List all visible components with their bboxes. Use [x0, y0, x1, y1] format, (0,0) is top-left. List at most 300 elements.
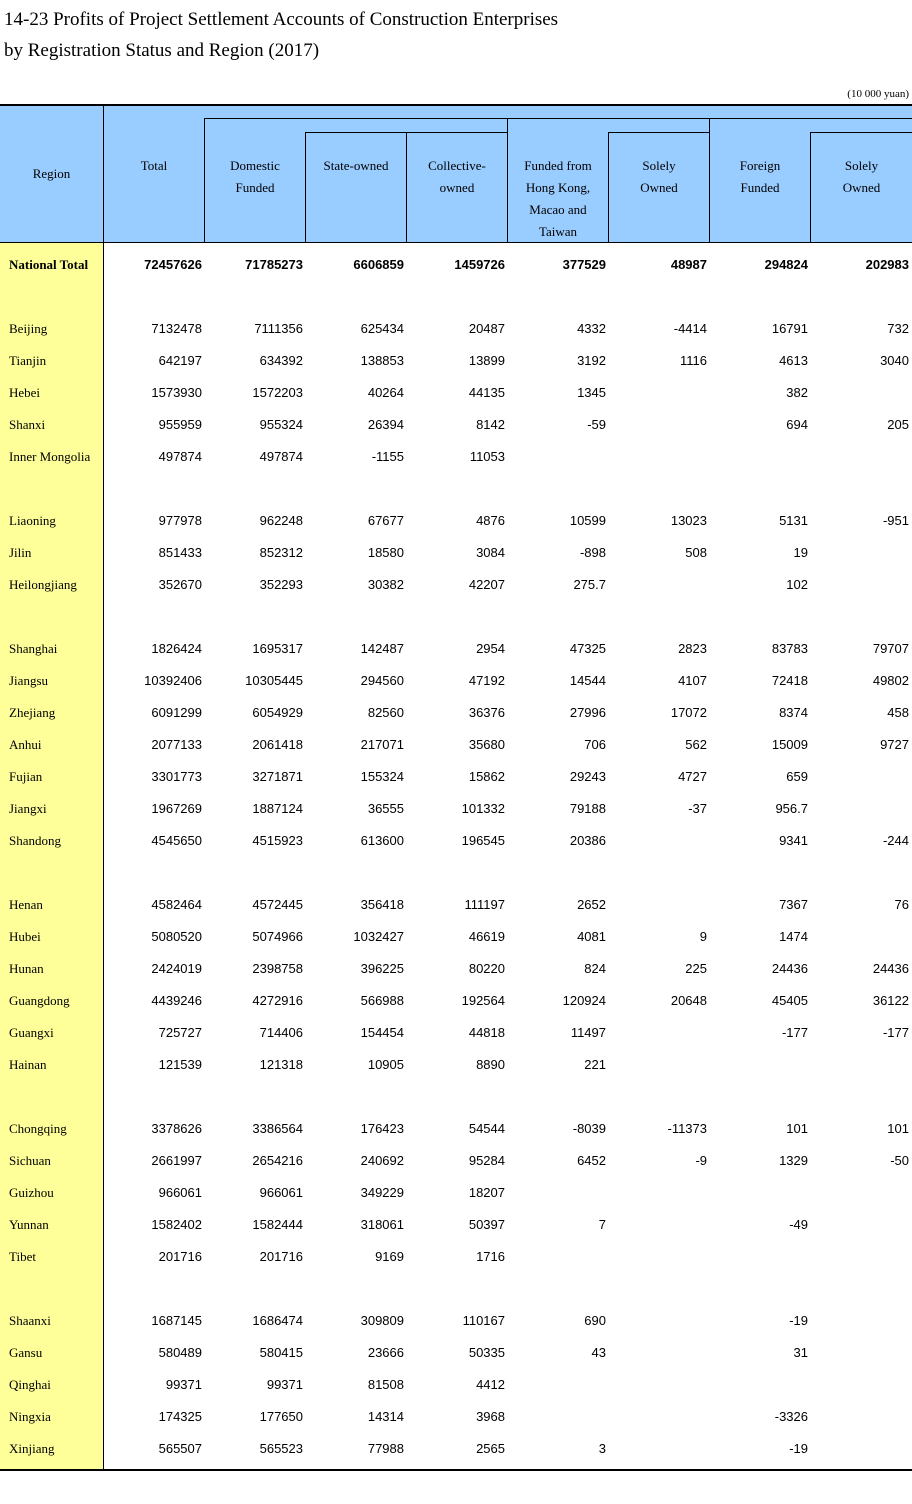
cell-value: 4332	[577, 321, 606, 336]
region-name: Hebei	[9, 385, 41, 400]
unit-label: (10 000 yuan)	[847, 88, 909, 100]
col-header-hmt-solely	[609, 155, 709, 199]
cell-value: 13023	[670, 513, 707, 528]
region-name: Yunnan	[9, 1217, 49, 1232]
cell-value: 72418	[771, 673, 808, 688]
cell-value: 30382	[367, 577, 404, 592]
col-header-domestic	[205, 155, 305, 199]
cell-value: 2077133	[151, 737, 202, 752]
cell-value: 1686474	[252, 1313, 303, 1328]
table-row	[0, 793, 912, 825]
cell-value: 309809	[360, 1313, 404, 1328]
cell-value: 4582464	[151, 897, 202, 912]
cell-value: 101	[887, 1121, 909, 1136]
region-name: Heilongjiang	[9, 577, 77, 592]
cell-value: 111197	[464, 897, 505, 912]
cell-value: 202983	[865, 257, 909, 272]
table-row	[0, 761, 912, 793]
cell-value: 71785273	[245, 257, 303, 272]
region-name: Guangdong	[9, 993, 70, 1008]
cell-value: -177	[781, 1025, 808, 1040]
region-name: Guizhou	[9, 1185, 54, 1200]
cell-value: 1572203	[252, 385, 303, 400]
cell-value: 706	[584, 737, 606, 752]
cell-value: 4572445	[252, 897, 303, 912]
cell-value: 9	[699, 929, 707, 944]
cell-value: 8890	[476, 1057, 505, 1072]
cell-value: 497874	[158, 449, 202, 464]
region-name: Sichuan	[9, 1153, 51, 1168]
cell-value: 580415	[259, 1345, 303, 1360]
cell-value: 580489	[158, 1345, 202, 1360]
cell-value: -49	[789, 1217, 808, 1232]
cell-value: 40264	[367, 385, 404, 400]
cell-value: 352670	[158, 577, 202, 592]
region-name: Anhui	[9, 737, 42, 752]
cell-value: 13899	[468, 353, 505, 368]
cell-value: 2424019	[151, 961, 202, 976]
cell-value: -50	[890, 1153, 909, 1168]
cell-value: 3084	[476, 545, 505, 560]
cell-value: 6452	[577, 1153, 606, 1168]
cell-value: 356418	[360, 897, 404, 912]
cell-value: 24436	[771, 961, 808, 976]
cell-value: 7111356	[254, 321, 303, 336]
cell-value: 352293	[259, 577, 303, 592]
table-row	[0, 345, 912, 377]
table-row	[0, 953, 912, 985]
cell-value: 83783	[771, 641, 808, 656]
cell-value: 1695317	[252, 641, 303, 656]
cell-value: 1459726	[454, 257, 505, 272]
table-row	[0, 569, 912, 601]
cell-value: -19	[789, 1441, 808, 1456]
cell-value: 67677	[367, 513, 404, 528]
cell-value: 4439246	[151, 993, 202, 1008]
cell-value: -951	[882, 513, 909, 528]
cell-value: 121318	[259, 1057, 303, 1072]
cell-value: 2654216	[252, 1153, 303, 1168]
cell-value: 4545650	[151, 833, 202, 848]
cell-value: 201716	[259, 1249, 303, 1264]
cell-value: 217071	[360, 737, 404, 752]
col-header-line: Foreign	[739, 158, 781, 173]
cell-value: 50335	[468, 1345, 505, 1360]
region-name: Chongqing	[9, 1121, 67, 1136]
col-header-line: Solely	[844, 158, 879, 173]
cell-value: 565523	[259, 1441, 303, 1456]
cell-value: 659	[786, 769, 808, 784]
cell-value: 45405	[771, 993, 808, 1008]
cell-value: 49802	[872, 673, 909, 688]
col-header-region: Region	[32, 166, 71, 181]
cell-value: 694	[786, 417, 808, 432]
cell-value: 5080520	[151, 929, 202, 944]
cell-value: 47192	[468, 673, 505, 688]
cell-value: 99371	[266, 1377, 303, 1392]
cell-value: 82560	[367, 705, 404, 720]
region-name: Hunan	[9, 961, 44, 976]
region-name: Ningxia	[9, 1409, 51, 1424]
cell-value: 5131	[779, 513, 808, 528]
cell-value: 24436	[872, 961, 909, 976]
cell-value: 3378626	[151, 1121, 202, 1136]
cell-value: 44818	[468, 1025, 505, 1040]
cell-value: 1826424	[151, 641, 202, 656]
cell-value: 2954	[476, 641, 505, 656]
region-name: National Total	[9, 257, 89, 272]
cell-value: 76	[894, 897, 909, 912]
cell-value: 3968	[476, 1409, 505, 1424]
cell-value: 4107	[678, 673, 707, 688]
cell-value: 4515923	[252, 833, 303, 848]
table-row	[0, 1241, 912, 1273]
cell-value: 36122	[872, 993, 909, 1008]
cell-value: 54544	[468, 1121, 505, 1136]
cell-value: 27996	[569, 705, 606, 720]
cell-value: 613600	[360, 833, 404, 848]
region-name: Jiangxi	[9, 801, 47, 816]
cell-value: 732	[887, 321, 909, 336]
cell-value: 2823	[678, 641, 707, 656]
cell-value: 3040	[880, 353, 909, 368]
cell-value: 18207	[468, 1185, 505, 1200]
col-header-line: Collective-	[428, 158, 486, 173]
cell-value: 1716	[476, 1249, 505, 1264]
cell-value: 142487	[360, 641, 404, 656]
cell-value: 177650	[259, 1409, 303, 1424]
cell-value: -59	[587, 417, 606, 432]
cell-value: 44135	[468, 385, 505, 400]
table-row	[0, 313, 912, 345]
cell-value: 20487	[468, 321, 505, 336]
table-row	[0, 1049, 912, 1081]
cell-value: 23666	[367, 1345, 404, 1360]
cell-value: 8374	[779, 705, 808, 720]
cell-value: 138853	[360, 353, 404, 368]
cell-value: 275.7	[573, 577, 606, 592]
col-header-line: Macao and	[529, 202, 587, 217]
region-name: Liaoning	[9, 513, 56, 528]
region-name: Beijing	[9, 321, 48, 336]
cell-value: 102	[786, 577, 808, 592]
cell-value: 155324	[360, 769, 404, 784]
cell-value: 508	[685, 545, 707, 560]
cell-value: 1329	[779, 1153, 808, 1168]
col-header-line: Owned	[640, 180, 678, 195]
cell-value: 634392	[259, 353, 303, 368]
cell-value: 192564	[461, 993, 505, 1008]
cell-value: 8142	[476, 417, 505, 432]
table-row	[0, 441, 912, 473]
table-row	[0, 921, 912, 953]
col-header-line: owned	[439, 180, 475, 195]
cell-value: 824	[584, 961, 606, 976]
group-rule-hmt	[608, 132, 709, 133]
cell-value: 26394	[367, 417, 404, 432]
cell-value: 349229	[360, 1185, 404, 1200]
cell-value: 1967269	[151, 801, 202, 816]
cell-value: 196545	[461, 833, 505, 848]
cell-value: 2652	[577, 897, 606, 912]
title-line-1: 14-23 Profits of Project Settlement Accounts of Construction Enterprises	[4, 9, 559, 30]
cell-value: 851433	[158, 545, 202, 560]
cell-value: 1582444	[252, 1217, 303, 1232]
cell-value: -244	[882, 833, 909, 848]
cell-value: 4613	[779, 353, 808, 368]
cell-value: 10599	[569, 513, 606, 528]
cell-value: 19	[793, 545, 808, 560]
col-header-line: Owned	[842, 180, 881, 195]
cell-value: 4727	[678, 769, 707, 784]
cell-value: 3301773	[151, 769, 202, 784]
col-header-line: Domestic	[230, 158, 280, 173]
cell-value: 977978	[158, 513, 202, 528]
cell-value: 6054929	[252, 705, 303, 720]
cell-value: 2061418	[252, 737, 303, 752]
cell-value: -19	[789, 1313, 808, 1328]
table-title	[4, 4, 558, 66]
cell-value: -898	[579, 545, 606, 560]
cell-value: 9727	[880, 737, 909, 752]
cell-value: 43	[591, 1345, 606, 1360]
group-rule-foreign	[810, 132, 912, 133]
table-row	[0, 377, 912, 409]
region-name: Xinjiang	[9, 1441, 55, 1456]
cell-value: 962248	[259, 513, 303, 528]
cell-value: 1582402	[151, 1217, 202, 1232]
cell-value: 1573930	[151, 385, 202, 400]
cell-value: 725727	[158, 1025, 202, 1040]
table-row	[0, 1209, 912, 1241]
region-name: Jiangsu	[9, 673, 48, 688]
col-header-foreign-solely	[811, 155, 912, 199]
cell-value: -11373	[667, 1121, 707, 1136]
cell-value: 9341	[779, 833, 808, 848]
region-name: Hubei	[9, 929, 41, 944]
cell-value: 121539	[158, 1057, 202, 1072]
cell-value: 565507	[158, 1441, 202, 1456]
table-row	[0, 1433, 912, 1465]
cell-value: -177	[882, 1025, 909, 1040]
col-header-line: Funded from	[524, 158, 592, 173]
cell-value: 377529	[562, 257, 606, 272]
region-name: Hainan	[9, 1057, 47, 1072]
table-row	[0, 409, 912, 441]
cell-value: 4876	[476, 513, 505, 528]
region-name: Jilin	[9, 545, 32, 560]
cell-value: 6606859	[353, 257, 404, 272]
cell-value: 9169	[375, 1249, 404, 1264]
table-header	[0, 106, 912, 243]
bottom-rule	[0, 1469, 912, 1471]
cell-value: 1687145	[151, 1313, 202, 1328]
cell-value: 18580	[367, 545, 404, 560]
cell-value: -9	[695, 1153, 707, 1168]
cell-value: 396225	[360, 961, 404, 976]
cell-value: 101	[786, 1121, 808, 1136]
region-name: Tianjin	[9, 353, 47, 368]
table-row	[0, 1369, 912, 1401]
col-header-total: Total	[140, 158, 168, 173]
cell-value: 79188	[569, 801, 606, 816]
cell-value: 20648	[670, 993, 707, 1008]
cell-value: 81508	[367, 1377, 404, 1392]
cell-value: 566988	[360, 993, 404, 1008]
table-row	[0, 537, 912, 569]
region-name: Henan	[9, 897, 43, 912]
region-name: Qinghai	[9, 1377, 51, 1392]
cell-value: -8039	[572, 1121, 606, 1136]
cell-value: 294824	[764, 257, 808, 272]
cell-value: 174325	[158, 1409, 202, 1424]
cell-value: 497874	[259, 449, 303, 464]
col-header-line: Hong Kong,	[525, 180, 591, 195]
cell-value: 7	[598, 1217, 606, 1232]
cell-value: 31	[793, 1345, 808, 1360]
table-row	[0, 889, 912, 921]
cell-value: 29243	[569, 769, 606, 784]
cell-value: 4412	[476, 1377, 505, 1392]
cell-value: 221	[584, 1057, 606, 1072]
cell-value: 77988	[367, 1441, 404, 1456]
cell-value: 11497	[570, 1025, 606, 1040]
cell-value: 955324	[259, 417, 303, 432]
col-header-line: Taiwan	[538, 224, 578, 239]
cell-value: 966061	[158, 1185, 202, 1200]
col-header-collective	[407, 155, 507, 199]
cell-value: 16791	[771, 321, 808, 336]
cell-value: 382	[786, 385, 808, 400]
table-row	[0, 505, 912, 537]
cell-value: -4414	[673, 321, 707, 336]
cell-value: 154454	[360, 1025, 404, 1040]
table-row	[0, 665, 912, 697]
cell-value: 562	[685, 737, 707, 752]
cell-value: -3326	[774, 1409, 808, 1424]
cell-value: -37	[688, 801, 707, 816]
table-row	[0, 249, 912, 281]
cell-value: 20386	[569, 833, 606, 848]
cell-value: 201716	[158, 1249, 202, 1264]
cell-value: 2661997	[151, 1153, 202, 1168]
cell-value: 625434	[360, 321, 404, 336]
cell-value: 1474	[779, 929, 808, 944]
cell-value: 5074966	[252, 929, 303, 944]
region-name: Shanghai	[9, 641, 58, 656]
table-row	[0, 1177, 912, 1209]
cell-value: 79707	[872, 641, 909, 656]
table-row	[0, 1017, 912, 1049]
cell-value: 46619	[468, 929, 505, 944]
cell-value: 4081	[577, 929, 606, 944]
region-name: Inner Mongolia	[9, 449, 91, 464]
col-header-line: State-owned	[323, 158, 389, 173]
col-header-foreign	[710, 155, 810, 199]
cell-value: 318061	[360, 1217, 404, 1232]
region-name: Gansu	[9, 1345, 43, 1360]
cell-value: 36376	[468, 705, 505, 720]
region-name: Shanxi	[9, 417, 46, 432]
cell-value: 714406	[259, 1025, 303, 1040]
table-row	[0, 1401, 912, 1433]
cell-value: 10305445	[245, 673, 303, 688]
cell-value: 95284	[468, 1153, 505, 1168]
cell-value: 1345	[577, 385, 606, 400]
table-row	[0, 1305, 912, 1337]
cell-value: 47325	[569, 641, 606, 656]
cell-value: 1887124	[252, 801, 303, 816]
cell-value: 101332	[461, 801, 505, 816]
col-header-line: Funded	[740, 180, 780, 195]
cell-value: 690	[584, 1313, 606, 1328]
cell-value: 955959	[158, 417, 202, 432]
cell-value: 36555	[367, 801, 404, 816]
cell-value: 2565	[476, 1441, 505, 1456]
cell-value: 120924	[562, 993, 606, 1008]
cell-value: 3	[598, 1441, 606, 1456]
cell-value: 50397	[468, 1217, 505, 1232]
cell-value: 956.7	[775, 801, 808, 816]
cell-value: 14314	[367, 1409, 404, 1424]
cell-value: 10905	[367, 1057, 404, 1072]
col-header-line: Funded	[235, 180, 275, 195]
cell-value: -1155	[371, 449, 404, 464]
cell-value: 110167	[462, 1313, 505, 1328]
cell-value: 294560	[360, 673, 404, 688]
cell-value: 7132478	[151, 321, 202, 336]
cell-value: 7367	[779, 897, 808, 912]
cell-value: 11053	[469, 449, 505, 464]
col-header-line: Solely	[642, 158, 676, 173]
cell-value: 176423	[360, 1121, 404, 1136]
table-row	[0, 1145, 912, 1177]
table-row	[0, 1337, 912, 1369]
group-rule-top	[204, 118, 912, 119]
cell-value: 642197	[158, 353, 202, 368]
cell-value: 99371	[165, 1377, 202, 1392]
cell-value: 72457626	[144, 257, 202, 272]
region-name: Shaanxi	[9, 1313, 51, 1328]
cell-value: 240692	[360, 1153, 404, 1168]
cell-value: 48987	[670, 257, 707, 272]
table-row	[0, 697, 912, 729]
region-name: Fujian	[9, 769, 43, 784]
cell-value: 3386564	[252, 1121, 303, 1136]
cell-value: 3271871	[252, 769, 303, 784]
cell-value: 458	[887, 705, 909, 720]
table-row	[0, 633, 912, 665]
table-row	[0, 729, 912, 761]
col-header-hmt	[508, 155, 608, 243]
col-header-state-owned	[306, 155, 406, 177]
table-row	[0, 1113, 912, 1145]
cell-value: 205	[887, 417, 909, 432]
cell-value: 42207	[468, 577, 505, 592]
cell-value: 6091299	[151, 705, 202, 720]
cell-value: 225	[685, 961, 707, 976]
cell-value: 3192	[577, 353, 606, 368]
cell-value: 2398758	[252, 961, 303, 976]
cell-value: 4272916	[252, 993, 303, 1008]
cell-value: 1032427	[353, 929, 404, 944]
cell-value: 852312	[259, 545, 303, 560]
col-divider	[305, 132, 306, 243]
region-name: Tibet	[9, 1249, 36, 1264]
cell-value: 17072	[670, 705, 707, 720]
region-name: Guangxi	[9, 1025, 54, 1040]
cell-value: 1116	[680, 353, 707, 368]
